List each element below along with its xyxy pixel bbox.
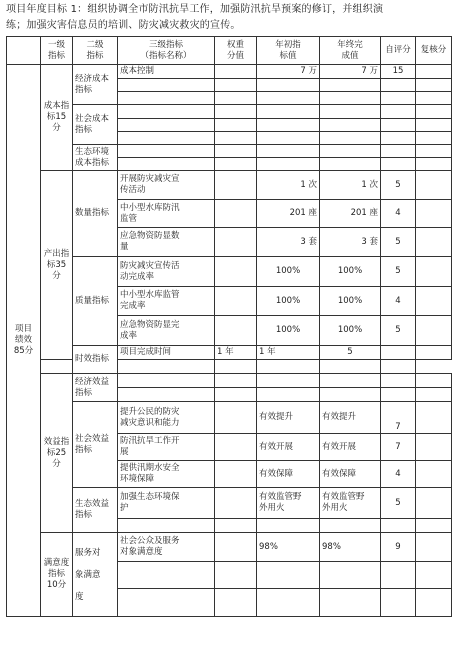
econ-benefit-label: 经济效益 指标 (73, 374, 118, 402)
quality-indicator-label: 质量指标 (73, 257, 118, 346)
target-value: 100% (257, 287, 320, 316)
self-score: 5 (320, 346, 381, 360)
indicator-name: 中小型水库监管 完成率 (118, 287, 215, 316)
target-value: 1 次 (257, 171, 320, 200)
table-row (7, 346, 452, 360)
actual-value: 7 万 (320, 65, 381, 79)
table-row (7, 488, 452, 519)
target-value: 98% (257, 533, 320, 562)
indicator-name: 项目完成时间 (118, 346, 215, 360)
target-value: 有效开展 (257, 434, 320, 461)
self-score: 7 (381, 434, 416, 461)
indicator-name: 防灾减灾宣传活 动完成率 (118, 257, 215, 287)
target-value: 100% (257, 257, 320, 287)
indicator-name: 中小型水库防汛 监管 (118, 200, 215, 228)
target-value: 有效提升 (257, 402, 320, 434)
self-score: 9 (381, 533, 416, 562)
indicator-name: 成本控制 (118, 65, 215, 79)
actual-value: 98% (320, 533, 381, 562)
actual-value: 1 次 (320, 171, 381, 200)
cost-indicator-label: 成本指 标15分 (41, 65, 73, 171)
col-header-level2: 二级 指标 (73, 37, 118, 65)
col-header-target: 年初指 标值 (257, 37, 320, 65)
indicator-name: 加强生态环境保 护 (118, 488, 215, 519)
eco-cost-label: 生态环境 成本指标 (73, 145, 118, 171)
actual-value: 100% (320, 257, 381, 287)
indicator-name: 社会公众及服务 对象满意度 (118, 533, 215, 562)
self-score: 7 (381, 402, 416, 434)
self-score: 4 (381, 461, 416, 488)
target-value: 有效保障 (257, 461, 320, 488)
actual-value: 有效提升 (320, 402, 381, 434)
indicator-name: 应急物资防显完 成率 (118, 316, 215, 346)
benefit-indicator-label: 效益指 标25分 (41, 374, 73, 533)
eco-benefit-label: 生态效益 指标 (73, 488, 118, 533)
table-row (7, 171, 452, 200)
project-performance-cell: 项目 绩效 85分 (7, 65, 41, 617)
target-value: 7 万 (257, 65, 320, 79)
col-header-actual: 年终完 成值 (320, 37, 381, 65)
self-score: 4 (381, 200, 416, 228)
project-goal-header (6, 2, 452, 34)
target-value: 有效监管野 外用火 (257, 488, 320, 519)
table-row (7, 65, 452, 79)
actual-value: 有效监管野 外用火 (320, 488, 381, 519)
self-score: 5 (381, 488, 416, 519)
actual-value: 有效保障 (320, 461, 381, 488)
timeliness-indicator-label: 时效指标 (73, 346, 118, 374)
self-score: 15 (381, 65, 416, 79)
actual-value: 100% (320, 316, 381, 346)
target-value: 100% (257, 316, 320, 346)
table-row (7, 105, 452, 119)
table-row (7, 533, 452, 562)
indicator-name: 防汛抗旱工作开 展 (118, 434, 215, 461)
actual-value: 3 套 (320, 228, 381, 257)
goal-line-1: 项目年度目标 1：组织协调全市防汛抗旱工作，加强防汛抗旱预案的修订，并组织演 (6, 4, 384, 15)
table-row (7, 402, 452, 434)
target-value: 201 座 (257, 200, 320, 228)
indicator-name: 提升公民的防灾 减灾意识和能力 (118, 402, 215, 434)
social-benefit-label: 社会效益 指标 (73, 402, 118, 488)
col-header-level1: 一级 指标 (41, 37, 73, 65)
table-row (7, 145, 452, 158)
econ-cost-label: 经济成本 指标 (73, 65, 118, 105)
actual-value: 1 年 (257, 346, 320, 360)
self-score: 5 (381, 228, 416, 257)
goal-line-2: 练；加强灾害信息员的培训、防灾减灾救灾的宣传。 (6, 20, 241, 31)
header-row (7, 37, 452, 65)
indicator-name: 应急物资防显数 量 (118, 228, 215, 257)
service-satisfaction-label: 服务对 象满意 度 (73, 533, 118, 617)
col-header-review-score: 复核分 (416, 37, 452, 65)
social-cost-label: 社会成本 指标 (73, 105, 118, 145)
col-header-self-score: 自评分 (381, 37, 416, 65)
target-value: 3 套 (257, 228, 320, 257)
blank-header-cell (7, 37, 41, 65)
self-score: 5 (381, 171, 416, 200)
actual-value: 有效开展 (320, 434, 381, 461)
indicator-name: 提供汛期水安全 环境保障 (118, 461, 215, 488)
actual-value: 201 座 (320, 200, 381, 228)
self-score: 5 (381, 316, 416, 346)
table-row (7, 257, 452, 287)
actual-value: 100% (320, 287, 381, 316)
indicator-name: 开展防灾减灾宣 传活动 (118, 171, 215, 200)
col-header-level3: 三级指标 （指标名称） (118, 37, 215, 65)
target-value: 1 年 (215, 346, 257, 360)
self-score: 5 (381, 257, 416, 287)
quantity-indicator-label: 数量指标 (73, 171, 118, 257)
satisfaction-indicator-label: 满意度 指标 10分 (41, 533, 73, 617)
table-row (7, 374, 452, 388)
output-indicator-label: 产出指 标35分 (41, 171, 73, 360)
col-header-weight: 权重 分值 (215, 37, 257, 65)
self-score: 4 (381, 287, 416, 316)
performance-table (6, 36, 452, 617)
